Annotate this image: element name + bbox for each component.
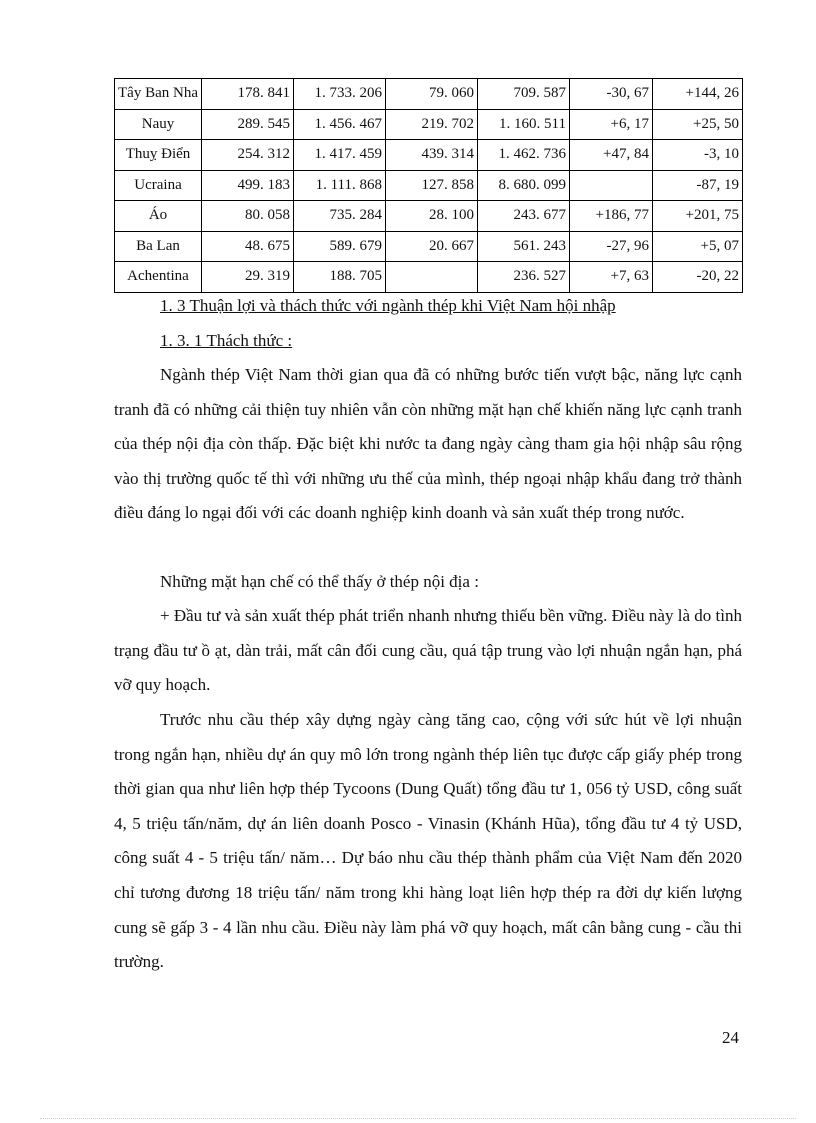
value-cell: 29. 319: [202, 262, 294, 293]
steel-trade-table: [114, 78, 743, 293]
country-cell: Áo: [115, 201, 202, 232]
value-cell: 735. 284: [294, 201, 386, 232]
table-row: [115, 262, 743, 293]
value-cell: 289. 545: [202, 109, 294, 140]
paragraph-text: Ngành thép Việt Nam thời gian qua đã có những bước tiến vượt bậc, năng lực cạnh tranh đã có những cải thiện tuy nhiên vẫn còn những mặt hạn chế khiến năng lực cạnh tranh của thép nội địa còn thấp. Đặc biệt khi nước ta đang ngày càng tham gia hội nhập sâu rộng vào thị trường quốc tế thì với những ưu thế của mình, thép ngoại nhập khẩu đang trở thành điều đáng lo ngại đối với các doanh nghiệp kinh doanh và sản xuất thép trong nước.: [114, 365, 742, 523]
value-cell: 1. 160. 511: [478, 109, 570, 140]
value-cell: +6, 17: [570, 109, 653, 140]
value-cell: +47, 84: [570, 140, 653, 171]
value-cell: 219. 702: [386, 109, 478, 140]
paragraph-text: Trước nhu cầu thép xây dựng ngày càng tăng cao, cộng với sức hút về lợi nhuận trong ngắn hạn, nhiều dự án quy mô lớn trong ngành thép liên tục được cấp giấy phép trong thời gian qua như liên hợp thép Tycoons (Dung Quất) tổng đầu tư 1, 056 tỷ USD, công suất 4, 5 triệu tấn/năm, dự án liên doanh Posco - Vinasin (Khánh Hũa), tổng đầu tư 4 tỷ USD, công suất 4 - 5 triệu tấn/ năm… Dự báo nhu cầu thép thành phẩm của Việt Nam đến 2020 chỉ tương đương 18 triệu tấn/ năm trong khi hàng loạt liên hợp thép ra đời dự kiến lượng cung sẽ gấp 3 - 4 lần nhu cầu. Điều này làm phá vỡ quy hoạch, mất cân bằng cung - cầu thi trường.: [114, 710, 742, 972]
country-cell: Tây Ban Nha: [115, 79, 202, 110]
table-row: [115, 231, 743, 262]
paragraph-text: Những mặt hạn chế có thể thấy ở thép nội địa :: [160, 572, 479, 591]
table-row: [115, 79, 743, 110]
value-cell: +5, 07: [653, 231, 743, 262]
value-cell: 709. 587: [478, 79, 570, 110]
subsection-heading: 1. 3. 1 Thách thức :: [160, 331, 293, 350]
value-cell: 439. 314: [386, 140, 478, 171]
value-cell: 188. 705: [294, 262, 386, 293]
value-cell: 1. 111. 868: [294, 170, 386, 201]
value-cell: 20. 667: [386, 231, 478, 262]
paragraph-challenges: [114, 358, 742, 531]
value-cell: 48. 675: [202, 231, 294, 262]
paragraph-investment: [114, 599, 742, 703]
value-cell: +201, 75: [653, 201, 743, 232]
country-cell: Ba Lan: [115, 231, 202, 262]
value-cell: 178. 841: [202, 79, 294, 110]
value-cell: 236. 527: [478, 262, 570, 293]
value-cell: 589. 679: [294, 231, 386, 262]
table-row: [115, 109, 743, 140]
footer-divider: [40, 1118, 796, 1119]
value-cell: [386, 262, 478, 293]
paragraph-text: + Đầu tư và sản xuất thép phát triển nhanh nhưng thiếu bền vững. Điều này là do tình trạng đầu tư ồ ạt, dàn trải, mất cân đối cung cầu, quá tập trung vào lợi nhuận ngắn hạn, phá vỡ quy hoạch.: [114, 606, 742, 695]
table-row: [115, 201, 743, 232]
value-cell: 79. 060: [386, 79, 478, 110]
value-cell: 1. 417. 459: [294, 140, 386, 171]
value-cell: 127. 858: [386, 170, 478, 201]
country-cell: Thuỵ Điển: [115, 140, 202, 171]
country-cell: Ucraina: [115, 170, 202, 201]
paragraph-limitations-intro: [114, 565, 742, 600]
table-row: [115, 170, 743, 201]
country-cell: Nauy: [115, 109, 202, 140]
value-cell: 1. 462. 736: [478, 140, 570, 171]
value-cell: +25, 50: [653, 109, 743, 140]
value-cell: 8. 680. 099: [478, 170, 570, 201]
value-cell: [570, 170, 653, 201]
value-cell: +144, 26: [653, 79, 743, 110]
value-cell: 1. 733. 206: [294, 79, 386, 110]
value-cell: 243. 677: [478, 201, 570, 232]
country-cell: Achentina: [115, 262, 202, 293]
value-cell: -27, 96: [570, 231, 653, 262]
value-cell: 254. 312: [202, 140, 294, 171]
page-number: 24: [722, 1028, 739, 1047]
value-cell: +186, 77: [570, 201, 653, 232]
table-body: [115, 79, 743, 293]
value-cell: -3, 10: [653, 140, 743, 171]
table-row: [115, 140, 743, 171]
value-cell: -20, 22: [653, 262, 743, 293]
value-cell: 80. 058: [202, 201, 294, 232]
value-cell: -30, 67: [570, 79, 653, 110]
value-cell: 561. 243: [478, 231, 570, 262]
value-cell: 28. 100: [386, 201, 478, 232]
value-cell: -87, 19: [653, 170, 743, 201]
value-cell: 499. 183: [202, 170, 294, 201]
section-heading: 1. 3 Thuận lợi và thách thức với ngành thép khi Việt Nam hội nhập: [160, 296, 616, 315]
value-cell: 1. 456. 467: [294, 109, 386, 140]
value-cell: +7, 63: [570, 262, 653, 293]
paragraph-demand: [114, 703, 742, 980]
